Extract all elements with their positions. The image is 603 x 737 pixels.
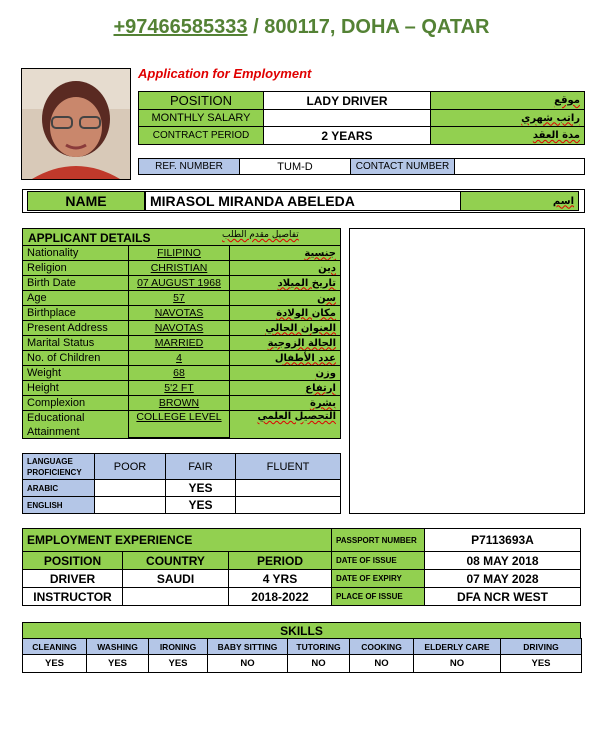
name-value: MIRASOL MIRANDA ABELEDA: [145, 191, 461, 211]
language-row-name: ARABIC: [22, 479, 95, 497]
applicant-row-label: Height: [22, 380, 129, 396]
applicant-row-label: Religion: [22, 260, 129, 276]
ref-number-value: TUM-D: [239, 158, 351, 175]
name-label: NAME: [27, 191, 145, 211]
language-row-fair: YES: [165, 496, 236, 514]
applicant-row-arabic: العنوان الحالي: [229, 320, 341, 336]
employment-row-period: 2018-2022: [228, 587, 332, 606]
skill-value: YES: [148, 654, 208, 673]
applicant-row-arabic: تاريخ الميلاد: [229, 275, 341, 291]
employment-col-position: POSITION: [22, 551, 123, 570]
passport-number-value: P7113693A: [424, 528, 581, 552]
skill-name: IRONING: [148, 638, 208, 655]
skill-value: NO: [349, 654, 414, 673]
applicant-row-value: 5'2 FT: [128, 380, 230, 396]
applicant-row-label: Birthplace: [22, 305, 129, 321]
applicant-row-arabic: بشرة: [229, 395, 341, 411]
language-row-poor: [94, 479, 166, 497]
skill-name: COOKING: [349, 638, 414, 655]
applicant-row-label: Nationality: [22, 245, 129, 261]
language-row-fair: YES: [165, 479, 236, 497]
applicant-row-label: Marital Status: [22, 335, 129, 351]
applicant-row-value: COLLEGE LEVEL: [128, 410, 230, 439]
skill-value: NO: [287, 654, 350, 673]
language-poor-header: POOR: [94, 453, 166, 480]
applicant-row-label: Weight: [22, 365, 129, 381]
applicant-row-label: Present Address: [22, 320, 129, 336]
employment-col-period: PERIOD: [228, 551, 332, 570]
application-title: Application for Employment: [138, 66, 312, 81]
contact-number-label: CONTACT NUMBER: [350, 158, 455, 175]
applicant-photo: [22, 69, 130, 179]
date-of-expiry-value: 07 MAY 2028: [424, 569, 581, 588]
applicant-row-label: Birth Date: [22, 275, 129, 291]
position-value: LADY DRIVER: [263, 91, 431, 110]
skill-name: CLEANING: [22, 638, 87, 655]
contract-value: 2 YEARS: [263, 126, 431, 145]
date-of-expiry-label: DATE OF EXPIRY: [331, 569, 425, 588]
skill-name: BABY SITTING: [207, 638, 288, 655]
applicant-row-arabic: التحصيل العلمي: [229, 410, 341, 439]
header-address: / 800117, DOHA – QATAR: [247, 16, 490, 38]
date-of-issue-value: 08 MAY 2018: [424, 551, 581, 570]
applicant-row-arabic: ارتفاع: [229, 380, 341, 396]
contract-arabic: مدة العقد: [430, 126, 585, 145]
skill-name: TUTORING: [287, 638, 350, 655]
language-row-fluent: [235, 496, 341, 514]
applicant-row-arabic: وزن: [229, 365, 341, 381]
salary-label: MONTHLY SALARY: [138, 109, 264, 127]
position-label: POSITION: [138, 91, 264, 110]
skill-name: ELDERLY CARE: [413, 638, 501, 655]
skill-value: NO: [413, 654, 501, 673]
applicant-row-value: FILIPINO: [128, 245, 230, 261]
employment-row-country: SAUDI: [122, 569, 229, 588]
applicant-details-title: APPLICANT DETAILS: [28, 231, 151, 245]
language-row-name: ENGLISH: [22, 496, 95, 514]
language-fair-header: FAIR: [165, 453, 236, 480]
language-row-poor: [94, 496, 166, 514]
salary-value: [263, 109, 431, 127]
applicant-row-arabic: الحالة الزوجية: [229, 335, 341, 351]
skill-value: NO: [207, 654, 288, 673]
skill-value: YES: [500, 654, 582, 673]
skill-name: WASHING: [86, 638, 149, 655]
passport-number-label: PASSPORT NUMBER: [331, 528, 425, 552]
skill-value: YES: [22, 654, 87, 673]
language-row-fluent: [235, 479, 341, 497]
applicant-row-label: Educational Attainment: [22, 410, 129, 439]
applicant-row-value: 07 AUGUST 1968: [128, 275, 230, 291]
employment-row-country: [122, 587, 229, 606]
employment-row-position: INSTRUCTOR: [22, 587, 123, 606]
applicant-row-arabic: مكان الولادة: [229, 305, 341, 321]
applicant-row-value: MARRIED: [128, 335, 230, 351]
applicant-row-arabic: دين: [229, 260, 341, 276]
place-of-issue-label: PLACE OF ISSUE: [331, 587, 425, 606]
applicant-row-arabic: عدد الأطفال: [229, 350, 341, 366]
employment-col-country: COUNTRY: [122, 551, 229, 570]
place-of-issue-value: DFA NCR WEST: [424, 587, 581, 606]
skills-title: SKILLS: [22, 622, 581, 639]
applicant-row-value: NAVOTAS: [128, 305, 230, 321]
full-body-photo-frame: [349, 228, 585, 514]
applicant-row-arabic: سن: [229, 290, 341, 306]
employment-experience-title: EMPLOYMENT EXPERIENCE: [22, 528, 332, 552]
applicant-row-label: Complexion: [22, 395, 129, 411]
applicant-row-value: 57: [128, 290, 230, 306]
applicant-row-label: Age: [22, 290, 129, 306]
ref-number-label: REF. NUMBER: [138, 158, 240, 175]
phone-number[interactable]: +97466585333: [113, 16, 248, 38]
skill-value: YES: [86, 654, 149, 673]
applicant-row-value: NAVOTAS: [128, 320, 230, 336]
language-proficiency-header: LANGUAGE PROFICIENCY: [22, 453, 95, 480]
position-arabic: موقع: [430, 91, 585, 110]
applicant-row-label: No. of Children: [22, 350, 129, 366]
applicant-details-title-arabic: تفاصيل مقدم الطلب: [222, 230, 299, 240]
date-of-issue-label: DATE OF ISSUE: [331, 551, 425, 570]
employment-row-position: DRIVER: [22, 569, 123, 588]
contact-number-value: [454, 158, 585, 175]
employment-row-period: 4 YRS: [228, 569, 332, 588]
contract-label: CONTRACT PERIOD: [138, 126, 264, 145]
contact-header: [0, 16, 603, 39]
applicant-row-value: CHRISTIAN: [128, 260, 230, 276]
applicant-row-arabic: جنسية: [229, 245, 341, 261]
salary-arabic: راتب شهري: [430, 109, 585, 127]
name-arabic: اسم: [460, 191, 579, 211]
skill-name: DRIVING: [500, 638, 582, 655]
applicant-row-value: 68: [128, 365, 230, 381]
applicant-photo-frame: [21, 68, 131, 180]
language-fluent-header: FLUENT: [235, 453, 341, 480]
applicant-row-value: BROWN: [128, 395, 230, 411]
applicant-row-value: 4: [128, 350, 230, 366]
